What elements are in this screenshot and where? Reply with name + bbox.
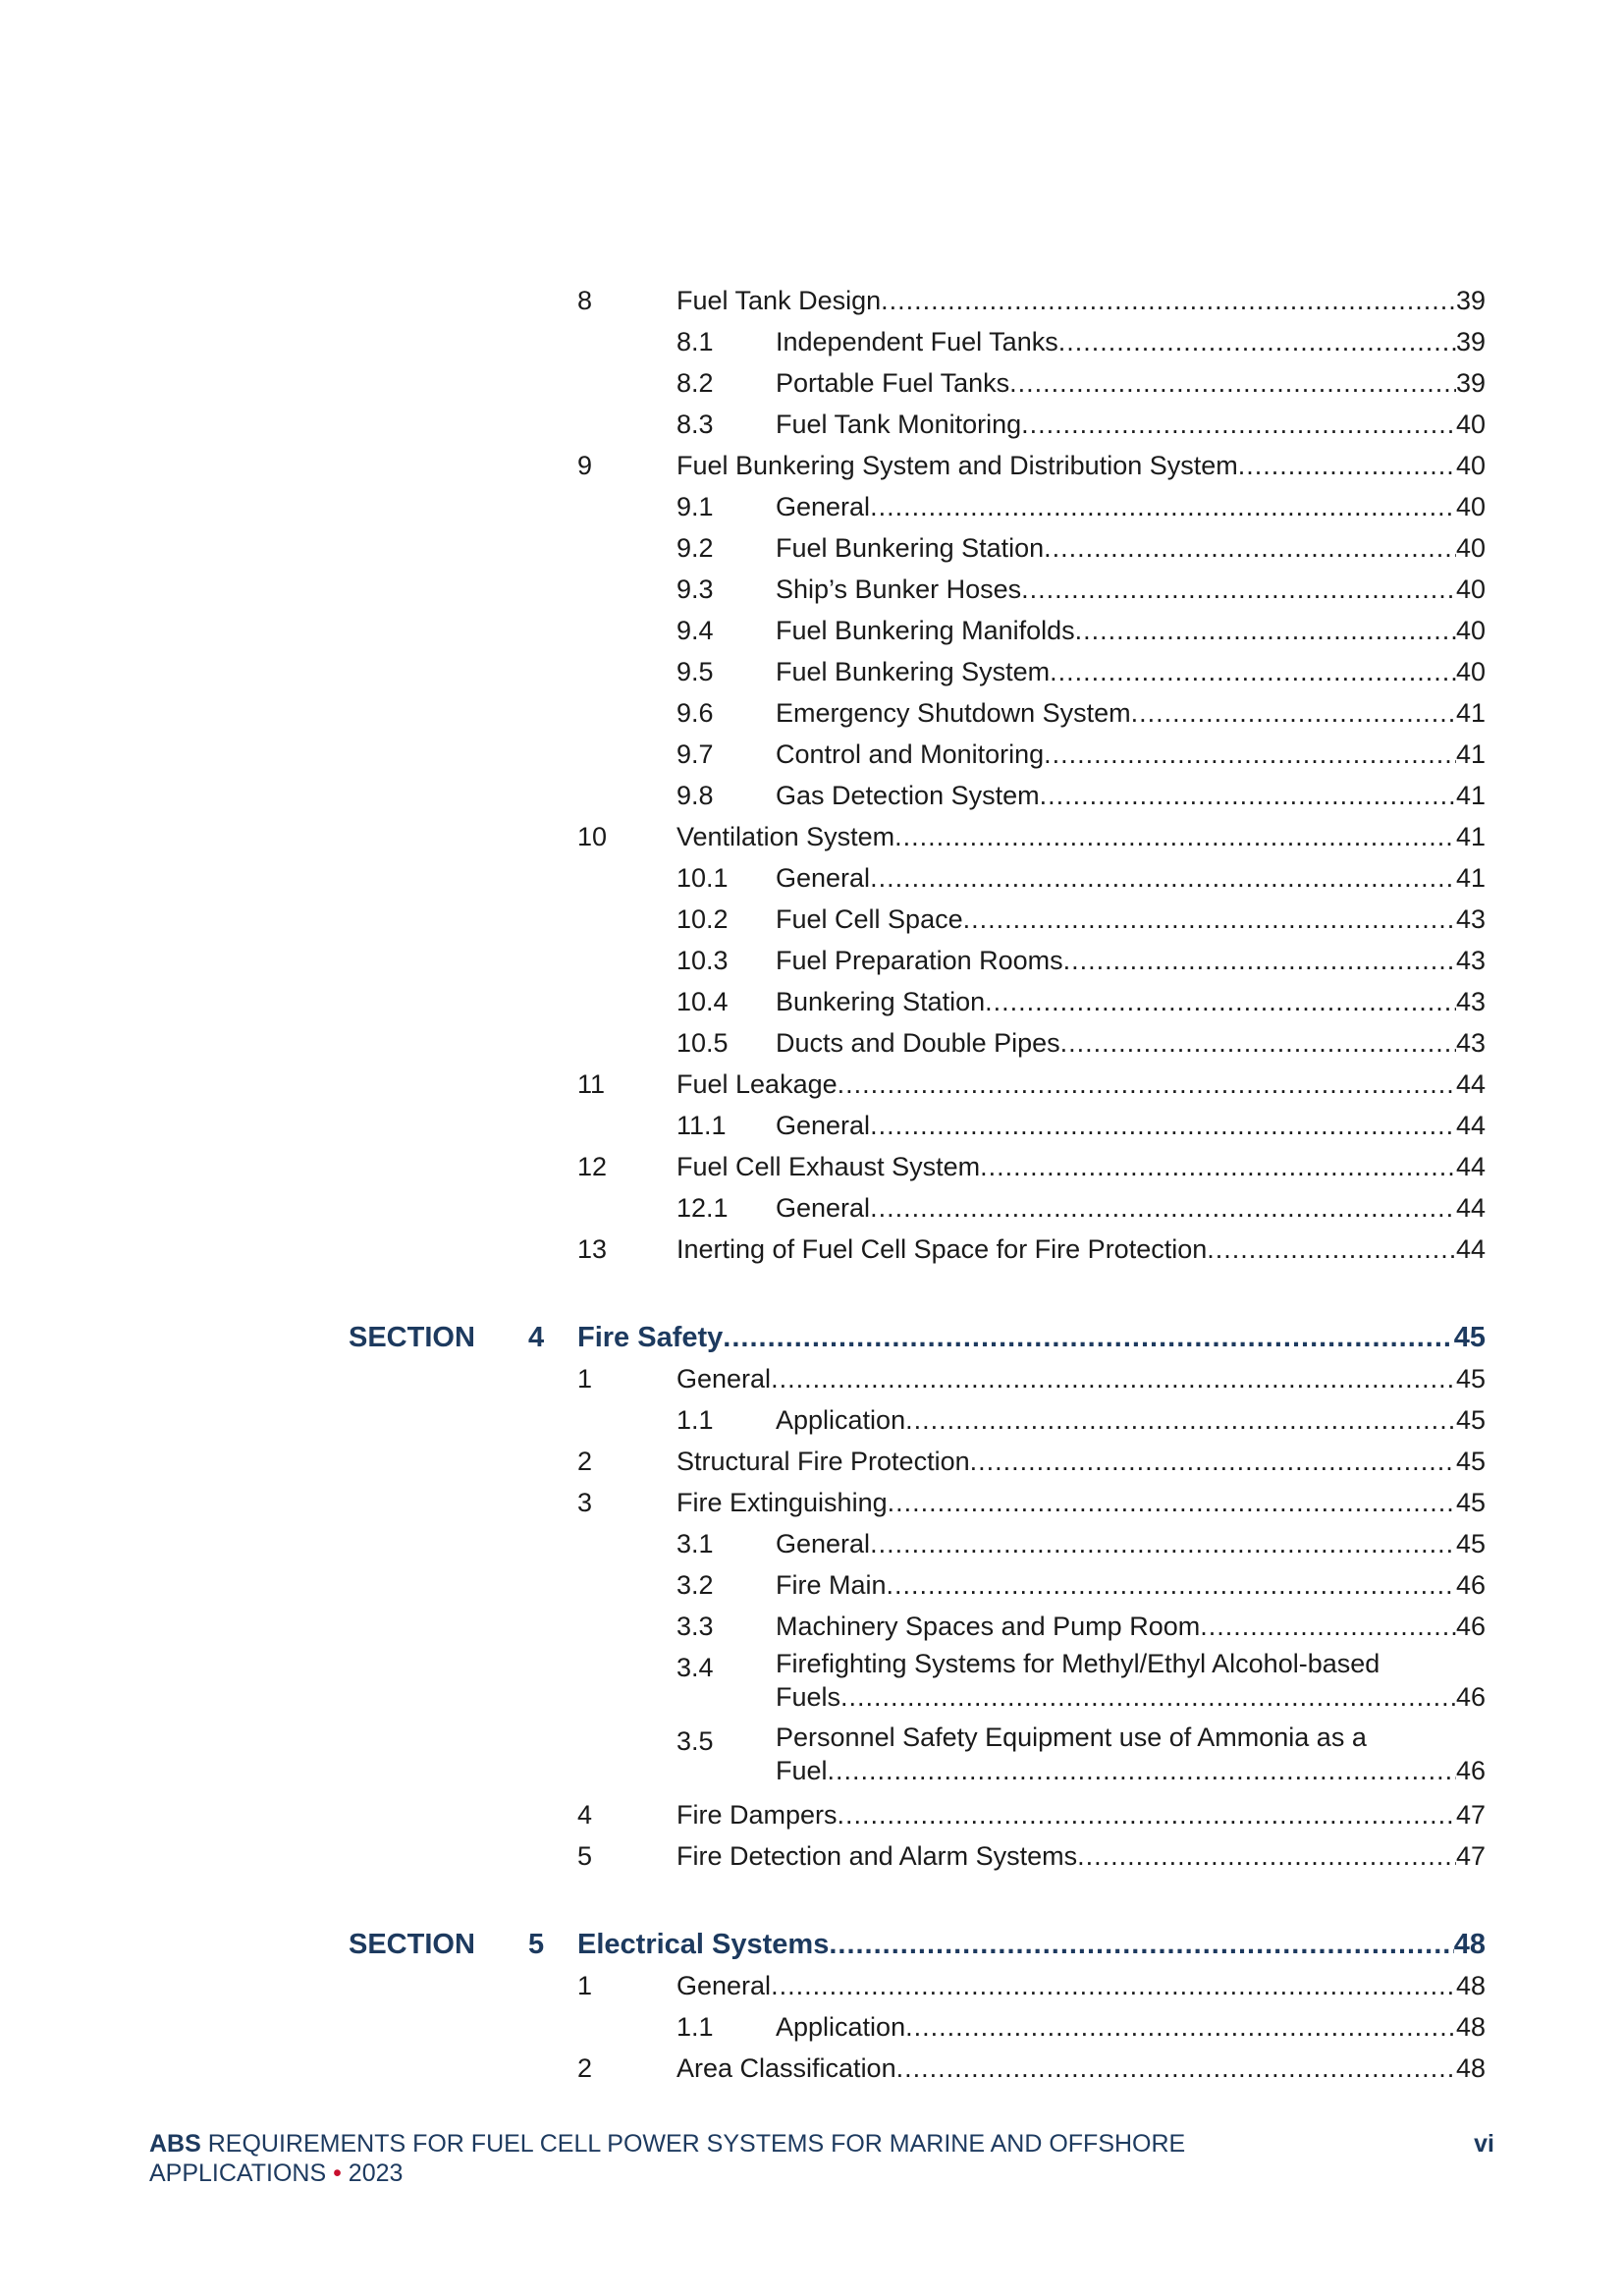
toc-entry-title: Independent Fuel Tanks — [776, 321, 1058, 362]
toc-entry[interactable] — [0, 1564, 1486, 1606]
toc-page-number: 39 — [1455, 286, 1486, 315]
toc-entry-title: Fuel Preparation Rooms — [776, 940, 1063, 981]
toc-page-number: 45 — [1453, 1322, 1486, 1353]
dot-leader — [905, 2006, 1456, 2048]
toc-entry[interactable] — [0, 1399, 1486, 1441]
toc-entry[interactable] — [0, 404, 1486, 445]
dot-leader — [963, 899, 1456, 940]
footer-page-number: vi — [1474, 2130, 1494, 2158]
toc-page-number: 48 — [1455, 2053, 1486, 2083]
toc-entry-title: Fuel Cell Exhaust System — [676, 1146, 980, 1187]
dot-leader — [771, 1965, 1456, 2006]
toc-entry-title: Fuel Leakage — [676, 1064, 838, 1105]
toc-entry[interactable] — [0, 981, 1486, 1022]
toc-page-number: 41 — [1455, 822, 1486, 851]
toc-entry-title: General — [776, 486, 870, 527]
dot-leader — [870, 486, 1456, 527]
dot-leader — [870, 1105, 1456, 1146]
toc-page-number: 40 — [1455, 574, 1486, 604]
toc-entry-title: Fuel Bunkering System and Distribution System — [676, 445, 1238, 486]
dot-leader — [970, 1441, 1456, 1482]
dot-leader — [1044, 527, 1456, 569]
toc-entry-number: 10.3 — [676, 946, 729, 975]
toc-entry[interactable] — [0, 857, 1486, 899]
toc-entry[interactable] — [0, 1358, 1486, 1399]
toc-entry-number: 13 — [577, 1234, 608, 1264]
toc-page-number: 40 — [1455, 533, 1486, 563]
toc-page-number: 40 — [1455, 451, 1486, 480]
toc-page-number: 43 — [1455, 1028, 1486, 1058]
dot-leader — [771, 1358, 1456, 1399]
dot-leader — [1044, 734, 1456, 775]
toc-page-number: 40 — [1455, 616, 1486, 645]
toc-entry[interactable] — [0, 816, 1486, 857]
toc-page-number: 45 — [1455, 1488, 1486, 1517]
toc-entry-number: 3.4 — [676, 1653, 714, 1682]
toc-page-number: 47 — [1455, 1841, 1486, 1871]
toc-entry[interactable] — [0, 1441, 1486, 1482]
footer-line2: APPLICATIONS — [149, 2159, 327, 2187]
toc-entry-title: Fuel Tank Design — [676, 280, 881, 321]
toc-entry-number: 8.2 — [676, 368, 714, 398]
toc-entry-title: Fuel Tank Monitoring — [776, 404, 1021, 445]
toc-entry-title: General — [776, 857, 870, 899]
toc-page-number: 45 — [1455, 1405, 1486, 1435]
dot-leader — [838, 1794, 1456, 1835]
dot-leader — [1021, 404, 1456, 445]
toc-entry-title: General — [776, 1187, 870, 1229]
dot-leader — [1131, 692, 1456, 734]
toc-entry-number: 4 — [577, 1800, 593, 1830]
footer-brand: ABS — [149, 2130, 201, 2158]
toc-entry[interactable] — [0, 1146, 1486, 1187]
toc-entry-number: 12 — [577, 1152, 608, 1181]
toc-entry[interactable] — [0, 610, 1486, 651]
dot-leader — [1075, 610, 1456, 651]
dot-leader — [1009, 362, 1456, 404]
dot-leader — [870, 1187, 1456, 1229]
toc-entry-number: 3.5 — [676, 1726, 714, 1756]
toc-entry-title: Fire Safety — [577, 1317, 723, 1358]
toc-entry[interactable] — [0, 2006, 1486, 2048]
toc-entry-title: Structural Fire Protection — [676, 1441, 970, 1482]
toc-page-number: 40 — [1455, 657, 1486, 686]
toc-entry[interactable] — [0, 1647, 1486, 1722]
toc-page-number: 47 — [1455, 1800, 1486, 1830]
page-footer — [149, 2129, 1494, 2188]
toc-entry[interactable] — [0, 1022, 1486, 1064]
dot-leader — [881, 280, 1456, 321]
toc-page-number: 45 — [1455, 1364, 1486, 1394]
toc-page-number: 44 — [1455, 1111, 1486, 1140]
toc-page-number: 44 — [1455, 1069, 1486, 1099]
toc-page-number: 40 — [1455, 410, 1486, 439]
dot-leader — [985, 981, 1456, 1022]
dot-leader — [1060, 1022, 1456, 1064]
section-label: SECTION — [349, 1322, 475, 1353]
toc-entry-number: 5 — [577, 1841, 593, 1871]
toc-entry[interactable] — [0, 362, 1486, 404]
toc-entry[interactable] — [0, 1482, 1486, 1523]
toc-entry-number: 9.3 — [676, 574, 714, 604]
dot-leader — [870, 857, 1456, 899]
toc-page-number: 41 — [1455, 739, 1486, 769]
section-label: SECTION — [349, 1929, 475, 1960]
dot-leader — [1063, 940, 1456, 981]
toc-entry[interactable] — [0, 651, 1486, 692]
toc-entry-number: 3.1 — [676, 1529, 714, 1558]
toc-entry-number: 9.1 — [676, 492, 714, 521]
toc-entry-title: Machinery Spaces and Pump Room — [776, 1606, 1200, 1647]
toc-entry[interactable] — [0, 321, 1486, 362]
toc-entry[interactable] — [0, 692, 1486, 734]
toc-entry-title-continuation: Fuels — [776, 1682, 841, 1712]
toc-entry-title: Fuel Bunkering Station — [776, 527, 1044, 569]
dot-leader — [1238, 445, 1456, 486]
toc-entry-number: 9.5 — [676, 657, 714, 686]
section-number: 5 — [528, 1929, 545, 1960]
dot-leader — [1040, 775, 1456, 816]
toc-entry[interactable] — [0, 1606, 1486, 1647]
toc-entry-number: 9.8 — [676, 781, 714, 810]
toc-entry-number: 2 — [577, 2053, 593, 2083]
toc-entry-title: Firefighting Systems for Methyl/Ethyl Alcohol-based — [776, 1647, 1443, 1680]
toc-page-number: 41 — [1455, 863, 1486, 893]
toc-page-number: 45 — [1455, 1529, 1486, 1558]
toc-entry-number: 8.1 — [676, 327, 714, 356]
toc-entry[interactable] — [0, 1105, 1486, 1146]
footer-year: 2023 — [348, 2159, 404, 2187]
toc-section-heading[interactable] — [0, 1317, 1486, 1358]
toc-entry[interactable] — [0, 527, 1486, 569]
toc-entry-title: Gas Detection System — [776, 775, 1040, 816]
dot-leader — [980, 1146, 1456, 1187]
toc-page-number: 41 — [1455, 781, 1486, 810]
toc-entry-number: 10.4 — [676, 987, 729, 1016]
toc-page-number: 41 — [1455, 698, 1486, 728]
toc-page-number: 46 — [1455, 1682, 1486, 1712]
toc-entry-title: Fire Main — [776, 1564, 887, 1606]
toc-entry-number: 11.1 — [676, 1111, 727, 1140]
toc-page-number: 44 — [1455, 1234, 1486, 1264]
toc-entry-number: 10.1 — [676, 863, 729, 893]
dot-leader — [1058, 321, 1456, 362]
toc-entry-title: Application — [776, 2006, 905, 2048]
footer-line1: REQUIREMENTS FOR FUEL CELL POWER SYSTEMS FOR MARINE AND OFFSHORE — [200, 2130, 1186, 2158]
toc-entry-number: 9.4 — [676, 616, 714, 645]
dot-leader — [1021, 569, 1456, 610]
toc-entry[interactable] — [0, 734, 1486, 775]
toc-entry[interactable] — [0, 280, 1486, 321]
toc-entry-number: 9.6 — [676, 698, 714, 728]
toc-entry[interactable] — [0, 1064, 1486, 1105]
toc-entry[interactable] — [0, 2048, 1486, 2089]
toc-entry-title: Area Classification — [676, 2048, 896, 2089]
dot-leader — [723, 1317, 1453, 1358]
dot-leader — [896, 2048, 1456, 2089]
dot-leader — [1207, 1229, 1456, 1270]
toc-entry-number: 2 — [577, 1447, 593, 1476]
toc-page-number: 46 — [1455, 1756, 1486, 1785]
toc-entry[interactable] — [0, 1187, 1486, 1229]
toc-entry-title: Personnel Safety Equipment use of Ammonia as a — [776, 1721, 1443, 1754]
toc-entry-number: 10.2 — [676, 904, 729, 934]
dot-leader — [1050, 651, 1456, 692]
toc-entry-number: 9 — [577, 451, 593, 480]
toc-entry-title: Fire Extinguishing — [676, 1482, 888, 1523]
toc-entry[interactable] — [0, 1229, 1486, 1270]
toc-entry-number: 9.7 — [676, 739, 714, 769]
toc-entry-title: General — [776, 1523, 870, 1564]
toc-page-number: 39 — [1455, 368, 1486, 398]
toc-entry-number: 9.2 — [676, 533, 714, 563]
dot-leader — [838, 1064, 1456, 1105]
dot-leader — [840, 1680, 1456, 1714]
toc-entry[interactable] — [0, 445, 1486, 486]
dot-leader — [888, 1482, 1456, 1523]
toc-entry[interactable] — [0, 486, 1486, 527]
toc-entry-number: 1.1 — [676, 2012, 714, 2042]
toc-entry-number: 1 — [577, 1971, 593, 2000]
toc-page-number: 48 — [1455, 1971, 1486, 2000]
toc-page-number: 43 — [1455, 904, 1486, 934]
toc-entry-number: 3.2 — [676, 1570, 714, 1600]
dot-leader — [870, 1523, 1456, 1564]
toc-entry-title: Inerting of Fuel Cell Space for Fire Protection — [676, 1229, 1207, 1270]
footer-title — [149, 2129, 1229, 2188]
toc-entry-number: 11 — [577, 1069, 606, 1099]
dot-leader — [894, 816, 1456, 857]
toc-entry-number: 3.3 — [676, 1612, 714, 1641]
toc-page-number: 44 — [1455, 1152, 1486, 1181]
dot-leader — [828, 1754, 1456, 1787]
dot-leader — [905, 1399, 1456, 1441]
toc-page-number: 48 — [1455, 2012, 1486, 2042]
dot-leader — [1200, 1606, 1456, 1647]
toc-entry-title: Application — [776, 1399, 905, 1441]
toc-page-number: 48 — [1453, 1929, 1486, 1960]
toc-entry-number: 1.1 — [676, 1405, 714, 1435]
toc-entry-title: Electrical Systems — [577, 1924, 829, 1965]
toc-entry[interactable] — [0, 569, 1486, 610]
toc-entry-number: 3 — [577, 1488, 593, 1517]
toc-entry-title: Fuel Bunkering Manifolds — [776, 610, 1075, 651]
toc-entry-title: Fire Detection and Alarm Systems — [676, 1835, 1077, 1877]
dot-leader — [829, 1924, 1453, 1965]
toc-page-number: 46 — [1455, 1570, 1486, 1600]
toc-entry[interactable] — [0, 899, 1486, 940]
toc-entry[interactable] — [0, 1721, 1486, 1795]
dot-leader — [1077, 1835, 1456, 1877]
toc-entry-number: 10 — [577, 822, 608, 851]
toc-entry-title: General — [676, 1965, 771, 2006]
toc-section-heading[interactable] — [0, 1924, 1486, 1965]
toc-entry-title: Bunkering Station — [776, 981, 985, 1022]
toc-entry[interactable] — [0, 940, 1486, 981]
toc-entry-title: Control and Monitoring — [776, 734, 1044, 775]
toc-page-number: 40 — [1455, 492, 1486, 521]
toc-entry[interactable] — [0, 1965, 1486, 2006]
toc-entry-title: Ducts and Double Pipes — [776, 1022, 1060, 1064]
toc-entry-title: Ship’s Bunker Hoses — [776, 569, 1021, 610]
toc-entry-number: 8.3 — [676, 410, 714, 439]
toc-entry-title: Fuel Cell Space — [776, 899, 963, 940]
toc-entry-title: Portable Fuel Tanks — [776, 362, 1009, 404]
toc-page-number: 46 — [1455, 1612, 1486, 1641]
toc-entry-title: General — [676, 1358, 771, 1399]
toc-page-number: 43 — [1455, 987, 1486, 1016]
toc-page-number: 43 — [1455, 946, 1486, 975]
toc-entry-number: 8 — [577, 286, 593, 315]
toc-page-number: 44 — [1455, 1193, 1486, 1223]
toc-entry[interactable] — [0, 775, 1486, 816]
toc-entry-title: General — [776, 1105, 870, 1146]
toc-entry-title: Ventilation System — [676, 816, 894, 857]
toc-entry-title: Emergency Shutdown System — [776, 692, 1131, 734]
toc-entry[interactable] — [0, 1794, 1486, 1835]
section-number: 4 — [528, 1322, 545, 1353]
toc-entry[interactable] — [0, 1835, 1486, 1877]
dot-leader — [887, 1564, 1456, 1606]
toc-page-number: 45 — [1455, 1447, 1486, 1476]
toc-entry[interactable] — [0, 1523, 1486, 1564]
toc-entry-title: Fuel Bunkering System — [776, 651, 1050, 692]
toc-entry-number: 10.5 — [676, 1028, 729, 1058]
toc-entry-title: Fire Dampers — [676, 1794, 838, 1835]
toc-entry-number: 1 — [577, 1364, 593, 1394]
toc-page-number: 39 — [1455, 327, 1486, 356]
toc-entry-number: 12.1 — [676, 1193, 729, 1223]
toc-entry-title-continuation: Fuel — [776, 1756, 828, 1785]
footer-bullet: • — [326, 2159, 349, 2187]
